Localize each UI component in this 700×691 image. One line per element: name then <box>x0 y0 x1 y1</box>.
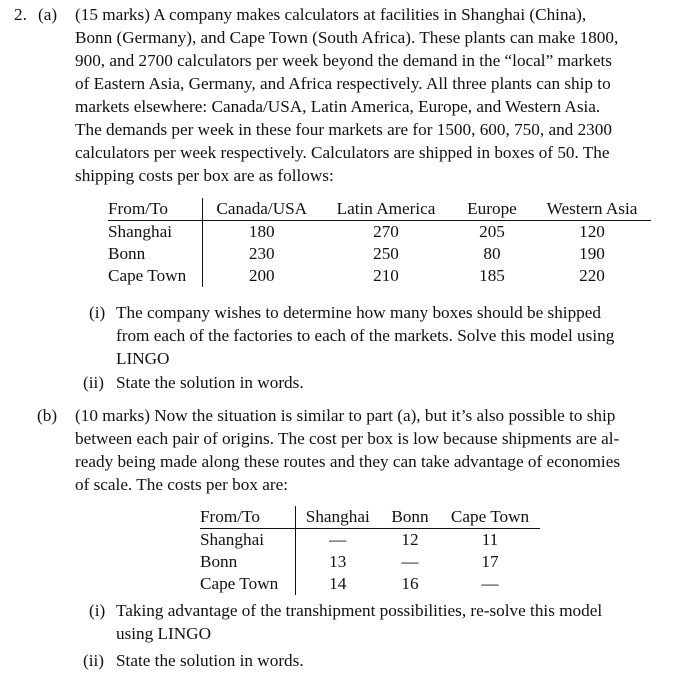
part-a-line: Bonn (Germany), and Cape Town (South Africa). These plants can make 1800, <box>75 28 619 47</box>
part-a-line: 900, and 2700 calculators per week beyond the demand in the “local” markets <box>75 51 612 70</box>
part-a-line: The demands per week in these four markets are for 1500, 600, 750, and 2300 <box>75 120 612 139</box>
part-b-line: ready being made along these routes and they can take advantage of economies <box>75 452 621 471</box>
table-header: Shanghai <box>295 506 380 529</box>
shipping-cost-table <box>108 198 651 287</box>
table-header: Cape Town <box>440 506 540 529</box>
table-header-row <box>200 506 540 529</box>
row-label: Cape Town <box>108 265 202 287</box>
sub-i-label: (i) <box>89 303 106 322</box>
table-cell: 180 <box>248 222 275 241</box>
part-b-line: between each pair of origins. The cost per box is low because shipments are al- <box>75 429 620 448</box>
part-a-line: (15 marks) A company makes calculators at facilities in Shanghai (China), <box>75 5 587 24</box>
table-header: Canada/USA <box>202 198 321 221</box>
table-row <box>200 529 540 552</box>
question-number: 2. <box>14 5 27 24</box>
table-header: Latin America <box>321 198 451 221</box>
table-cell: 230 <box>248 244 275 263</box>
table-header: Europe <box>451 198 533 221</box>
row-label: Cape Town <box>200 573 295 595</box>
sub-i-label: (i) <box>89 601 106 620</box>
part-a-line: shipping costs per box are as follows: <box>75 166 334 185</box>
sub-ii-label: (ii) <box>83 373 104 392</box>
table-cell: 13 <box>329 552 347 571</box>
part-a-line: calculators per week respectively. Calculators are shipped in boxes of 50. The <box>75 143 610 162</box>
table-row <box>108 265 651 287</box>
table-cell: 190 <box>579 244 605 263</box>
row-label: Bonn <box>108 243 202 265</box>
table-row <box>200 551 540 573</box>
part-a-line: of Eastern Asia, Germany, and Africa respectively. All three plants can ship to <box>75 74 611 93</box>
table-cell: 16 <box>401 574 419 593</box>
table-cell: 250 <box>373 244 399 263</box>
table-cell: 270 <box>373 222 399 241</box>
table-header: From/To <box>200 506 295 529</box>
table-cell: 210 <box>373 266 399 285</box>
table-cell: — <box>481 574 499 593</box>
sub-i-line: using LINGO <box>116 624 212 643</box>
part-a-line: markets elsewhere: Canada/USA, Latin America, Europe, and Western Asia. <box>75 97 601 116</box>
part-a-label: (a) <box>38 5 58 24</box>
table-cell: 185 <box>479 266 505 285</box>
table-cell: 12 <box>401 530 419 549</box>
table-header: Bonn <box>380 506 440 529</box>
sub-ii-text: State the solution in words. <box>116 651 304 670</box>
table-cell: 220 <box>579 266 605 285</box>
part-b-label: (b) <box>37 406 58 425</box>
part-b-line: (10 marks) Now the situation is similar to part (a), but it’s also possible to ship <box>75 406 616 425</box>
sub-i-line: Taking advantage of the transhipment possibilities, re-solve this model <box>116 601 603 620</box>
row-label: Bonn <box>200 551 295 573</box>
transhipment-cost-table <box>200 506 540 595</box>
sub-i-line: LINGO <box>116 349 170 368</box>
table-cell: 11 <box>481 530 499 549</box>
table-cell: 200 <box>248 266 275 285</box>
table-cell: 205 <box>479 222 505 241</box>
table-row <box>200 573 540 595</box>
table-cell: 17 <box>481 552 499 571</box>
row-label: Shanghai <box>108 221 202 244</box>
table-cell: 14 <box>329 574 347 593</box>
table-row <box>108 221 651 244</box>
sub-ii-label: (ii) <box>83 651 104 670</box>
table-cell: — <box>401 552 419 571</box>
part-b-line: of scale. The costs per box are: <box>75 475 289 494</box>
table-cell: 80 <box>483 244 501 263</box>
sub-i-line: from each of the factories to each of the markets. Solve this model using <box>116 326 615 345</box>
sub-ii-text: State the solution in words. <box>116 373 304 392</box>
table-row <box>108 243 651 265</box>
sub-i-line: The company wishes to determine how many boxes should be shipped <box>116 303 601 322</box>
table-cell: 120 <box>579 222 605 241</box>
table-header-row <box>108 198 651 221</box>
table-cell: — <box>329 530 347 549</box>
table-header: From/To <box>108 198 202 221</box>
row-label: Shanghai <box>200 529 295 552</box>
table-header: Western Asia <box>533 198 651 221</box>
